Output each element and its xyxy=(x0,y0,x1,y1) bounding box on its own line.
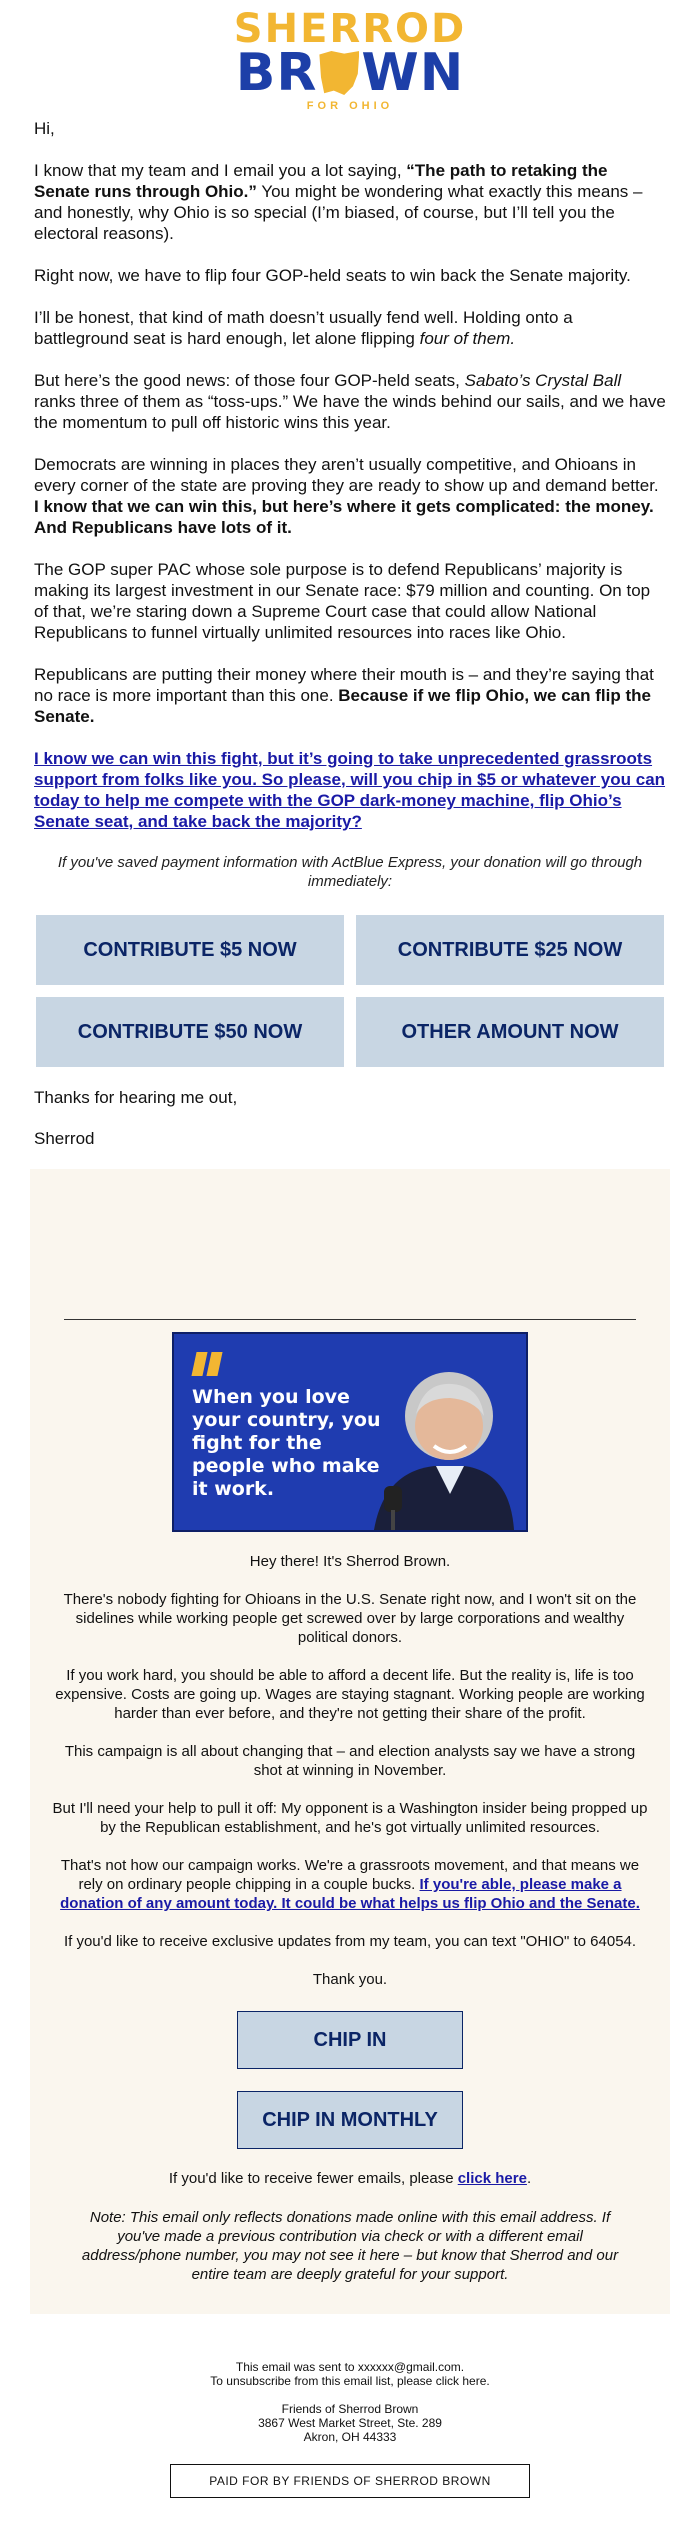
fewer-emails-link[interactable]: click here xyxy=(457,2170,527,2187)
org-city: Akron, OH 44333 xyxy=(303,2430,397,2444)
paragraph-text: Democrats are winning in places they aren’t usually competitive, and Ohioans in every corner of the state are proving they are ready to show up and demand better. xyxy=(34,455,659,495)
spacer xyxy=(50,1169,650,1319)
paragraph-text: You might be wondering what exactly this means – and honestly, why Ohio is so special (I’m biased, of course, but I’ll tell you the electoral reasons). xyxy=(34,182,643,243)
contribute-50-button[interactable]: CONTRIBUTE $50 NOW xyxy=(36,997,344,1067)
logo-tagline: FOR OHIO xyxy=(306,100,394,112)
letter-body xyxy=(0,118,700,832)
bold-text: Because if we flip Ohio, we can flip the Senate. xyxy=(34,686,651,726)
banner-quote: When you love your country, you fight for the people who make it work. xyxy=(192,1386,381,1500)
donation-link[interactable]: If you're able, please make a donation of any amount today. It could be what helps us flip Ohio and the Senate. xyxy=(60,1876,640,1912)
org-street: 3867 West Market Street, Ste. 289 xyxy=(258,2416,442,2430)
signoff xyxy=(0,1087,700,1149)
appeal-paragraph: If you work hard, you should be able to afford a decent life. But the reality is, life is too expensive. Costs are going up. Wages are staying stagnant. Working people are working harder than ever before, and they're not getting their share of the profit. xyxy=(55,1667,645,1722)
letter-paragraph xyxy=(34,454,666,538)
appeal-paragraph xyxy=(50,2169,650,2188)
signoff-thanks: Thanks for hearing me out, xyxy=(34,1088,238,1107)
logo-name-part: WN xyxy=(361,43,465,103)
paragraph-text: That's not how our campaign works. We're a grassroots movement, and that means we rely on ordinary people chipping in a couple bucks. xyxy=(60,1857,640,1893)
donate-link[interactable]: I know we can win this fight, but it’s going to take unprecedented grassroots support from folks like you. So please, will you chip in $5 or whatever you can today to help me compete with the GOP dark-money machine, flip Ohio’s Senate seat, and take back the majority? xyxy=(34,749,666,831)
other-amount-button[interactable]: OTHER AMOUNT NOW xyxy=(356,997,664,1067)
letter-paragraph: The GOP super PAC whose sole purpose is to defend Republicans’ majority is making its largest investment in our Senate race: $79 million and counting. On top of that, we’re staring down a Supreme Court case that could allow National Republicans to funnel virtually unlimited resources into races like Ohio. xyxy=(34,560,651,642)
logo-name-part: BR xyxy=(235,43,318,103)
italic-text: Sabato’s Crystal Ball xyxy=(464,371,622,390)
italic-text: four of them. xyxy=(419,329,516,348)
appeal-paragraph: Hey there! It's Sherrod Brown. xyxy=(249,1553,451,1570)
org-name: Friends of Sherrod Brown xyxy=(281,2402,419,2416)
email-footer xyxy=(0,2360,700,2498)
sent-to-text: This email was sent to xxxxxx@gmail.com. xyxy=(235,2360,465,2374)
appeal-text xyxy=(50,1552,650,1989)
quote-mark-icon xyxy=(194,1352,220,1376)
letter-paragraph xyxy=(34,370,666,433)
bold-text: I know that we can win this, but here’s where it gets complicated: the money. And Republicans have lots of it. xyxy=(34,497,654,537)
logo-name-bottom xyxy=(235,43,465,103)
appeal-paragraph: If you'd like to receive exclusive updates from my team, you can text "OHIO" to 64054. xyxy=(63,1933,637,1950)
bold-text: “The path to retaking the Senate runs through Ohio.” xyxy=(34,161,608,201)
letter-paragraph xyxy=(34,664,666,727)
campaign-logo xyxy=(0,0,700,118)
paragraph-text: I know that my team and I email you a lot saying, xyxy=(34,161,407,180)
chip-in-monthly-button[interactable]: CHIP IN MONTHLY xyxy=(237,2091,463,2149)
appeal-paragraph: There's nobody fighting for Ohioans in the U.S. Senate right now, and I won't sit on the sidelines while working people get screwed over by large corporations and wealthy political donors. xyxy=(63,1591,637,1646)
divider xyxy=(64,1319,636,1320)
unsubscribe-link[interactable]: To unsubscribe from this email list, please click here. xyxy=(210,2374,490,2388)
appeal-paragraph: Thank you. xyxy=(312,1971,388,1988)
candidate-portrait xyxy=(364,1354,514,1530)
chip-in-button[interactable]: CHIP IN xyxy=(237,2011,463,2069)
letter-paragraph xyxy=(34,748,666,832)
fewer-emails-text xyxy=(50,2169,650,2188)
quote-banner xyxy=(172,1332,528,1532)
appeal-paragraph: But I'll need your help to pull it off: My opponent is a Washington insider being propped up by the Republican establishment, and he's got virtually unlimited resources. xyxy=(52,1800,648,1836)
paragraph-text: If you'd like to receive fewer emails, please xyxy=(168,2170,458,2187)
paragraph-text: ranks three of them as “toss-ups.” We have the winds behind our sails, and we have the momentum to pull off historic wins this year. xyxy=(34,392,666,432)
signoff-name: Sherrod xyxy=(34,1129,95,1148)
logo-name-top: SHERROD xyxy=(233,6,467,52)
paragraph-text: . xyxy=(526,2170,532,2187)
letter-paragraph xyxy=(34,160,666,244)
contribute-25-button[interactable]: CONTRIBUTE $25 NOW xyxy=(356,915,664,985)
appeal-paragraph: This campaign is all about changing that – and election analysts say we have a strong shot at winning in November. xyxy=(64,1743,636,1779)
contribute-5-button[interactable]: CONTRIBUTE $5 NOW xyxy=(36,915,344,985)
paragraph-text: Republicans are putting their money where their mouth is – and they’re saying that no race is more important than this one. xyxy=(34,665,654,705)
ohio-state-icon xyxy=(319,51,359,95)
greeting: Hi, xyxy=(34,119,55,138)
secondary-appeal-box xyxy=(30,1169,670,2314)
letter-paragraph xyxy=(34,307,666,349)
spacer xyxy=(0,2388,700,2402)
actblue-express-note: If you've saved payment information with ActBlue Express, your donation will go through immediately: xyxy=(57,854,643,890)
letter-paragraph: Right now, we have to flip four GOP-held seats to win back the Senate majority. xyxy=(34,266,631,285)
paid-for-disclaimer: PAID FOR BY FRIENDS OF SHERROD BROWN xyxy=(170,2464,530,2498)
paragraph-text: But here’s the good news: of those four GOP-held seats, xyxy=(34,371,465,390)
donation-note: Note: This email only reflects donations made online with this email address. If you've made a previous contribution via check or with a different email address/phone number, you may not see it here – but know that Sherrod and our entire team are deeply grateful for your support. xyxy=(81,2209,619,2283)
contribute-buttons xyxy=(0,915,700,1067)
paragraph-text: I’ll be honest, that kind of math doesn’t usually fend well. Holding onto a battleground seat is hard enough, let alone flipping xyxy=(34,308,573,348)
appeal-paragraph xyxy=(50,1856,650,1913)
